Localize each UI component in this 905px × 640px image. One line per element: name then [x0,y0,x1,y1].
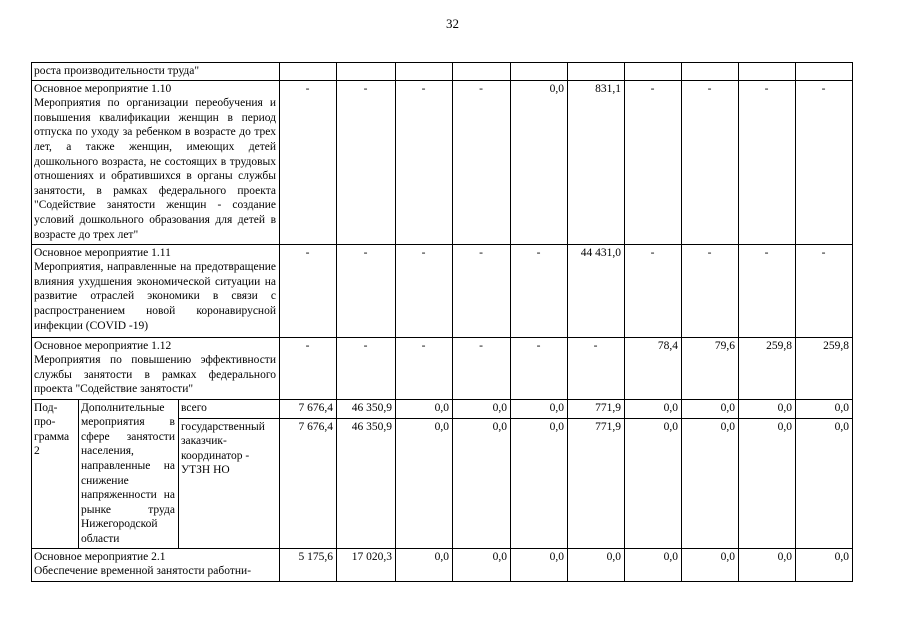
value-cell: - [739,80,796,244]
value-cell: 78,4 [625,337,682,399]
value-cell: 771,9 [568,418,625,548]
value-cell: 0,0 [625,548,682,581]
value-cell: - [337,80,396,244]
value-cell: 0,0 [796,399,853,418]
value-cell: 771,9 [568,399,625,418]
row-body: Мероприятия по повышению эффективности службы занятости в рамках федерального проекта "Содействие занятости" [34,354,276,396]
value-cell: 0,0 [625,418,682,548]
row-title: Основное мероприятие 2.1 [34,550,166,563]
row-description: роста производительности труда" [32,63,280,81]
value-cell: - [625,244,682,337]
row-body: Мероприятия, направленные на предотвращение влияния ухудшения экономической ситуации на развитие отраслей экономики в связи с распространением новой коронавирусной инфекции (COVID -19) [34,261,276,332]
value-cell: - [453,80,511,244]
value-cell: 259,8 [739,337,796,399]
value-cell: 0,0 [796,418,853,548]
table-row [32,337,853,399]
value-cell: - [796,244,853,337]
row-description [32,80,280,244]
value-cell: - [337,244,396,337]
value-cell: 0,0 [625,399,682,418]
budget-table [31,62,853,582]
row-title: Основное мероприятие 1.10 [34,82,172,95]
value-cell: 17 020,3 [337,548,396,581]
row-description [32,337,280,399]
row-description [32,244,280,337]
row-title: Основное мероприятие 1.12 [34,339,172,352]
value-cell: 5 175,6 [280,548,337,581]
value-cell: 0,0 [396,399,453,418]
value-cell: 0,0 [796,548,853,581]
value-cell: 46 350,9 [337,399,396,418]
value-cell: 7 676,4 [280,418,337,548]
row-body: Обеспечение временной занятости работни- [34,565,252,578]
value-cell: 44 431,0 [568,244,625,337]
table-row [32,244,853,337]
value-cell: 0,0 [511,80,568,244]
value-cell: 0,0 [739,548,796,581]
value-cell: 0,0 [568,548,625,581]
value-cell: - [396,244,453,337]
table-row [32,548,853,581]
value-cell: 7 676,4 [280,399,337,418]
value-cell: - [625,80,682,244]
value-cell: - [511,244,568,337]
value-cell: - [396,80,453,244]
value-cell: 0,0 [511,548,568,581]
value-cell: 0,0 [682,399,739,418]
value-cell: - [280,244,337,337]
value-cell: 79,6 [682,337,739,399]
table-row [32,80,853,244]
value-cell: 0,0 [682,548,739,581]
value-cell: 46 350,9 [337,418,396,548]
value-cell: 0,0 [682,418,739,548]
value-cell: - [796,80,853,244]
value-cell: - [453,337,511,399]
funding-source: государственный заказчик-координатор - УТЗН НО [179,418,280,548]
value-cell: - [739,244,796,337]
table-row [32,63,853,81]
value-cell: 0,0 [511,399,568,418]
value-cell: 0,0 [396,418,453,548]
value-cell: - [280,80,337,244]
value-cell: - [337,337,396,399]
value-cell: 0,0 [453,418,511,548]
value-cell: - [396,337,453,399]
value-cell: - [682,80,739,244]
value-cell: 0,0 [453,399,511,418]
value-cell: - [453,244,511,337]
subprogram-name: Дополнительные мероприятия в сфере занятости населения, направленные на снижение напряженности на рынке труда Нижегородской области [79,399,179,548]
value-cell: 0,0 [739,399,796,418]
value-cell: 831,1 [568,80,625,244]
row-description [32,548,280,581]
value-cell: - [682,244,739,337]
value-cell: - [511,337,568,399]
value-cell: 0,0 [511,418,568,548]
value-cell: 0,0 [396,548,453,581]
value-cell: - [280,337,337,399]
value-cell: 259,8 [796,337,853,399]
value-cell: - [568,337,625,399]
row-body: Мероприятия по организации переобучения и повышения квалификации женщин в период отпуска по уходу за ребенком в возрасте до трех лет, а также женщин, имеющих детей дошкольного возраста, не состоящих в трудовых отношениях и обратившихся в органы службы занятости, в рамках федерального проекта "Содействие занятости женщин - создание условий дошкольного образования для детей в возрасте до трех лет" [34,97,276,241]
value-cell: 0,0 [453,548,511,581]
page-number: 32 [446,16,459,31]
funding-source: всего [179,399,280,418]
subprogram-label: Под-про-грамма 2 [32,399,79,548]
value-cell: 0,0 [739,418,796,548]
row-title: Основное мероприятие 1.11 [34,246,171,259]
table-row [32,399,853,418]
